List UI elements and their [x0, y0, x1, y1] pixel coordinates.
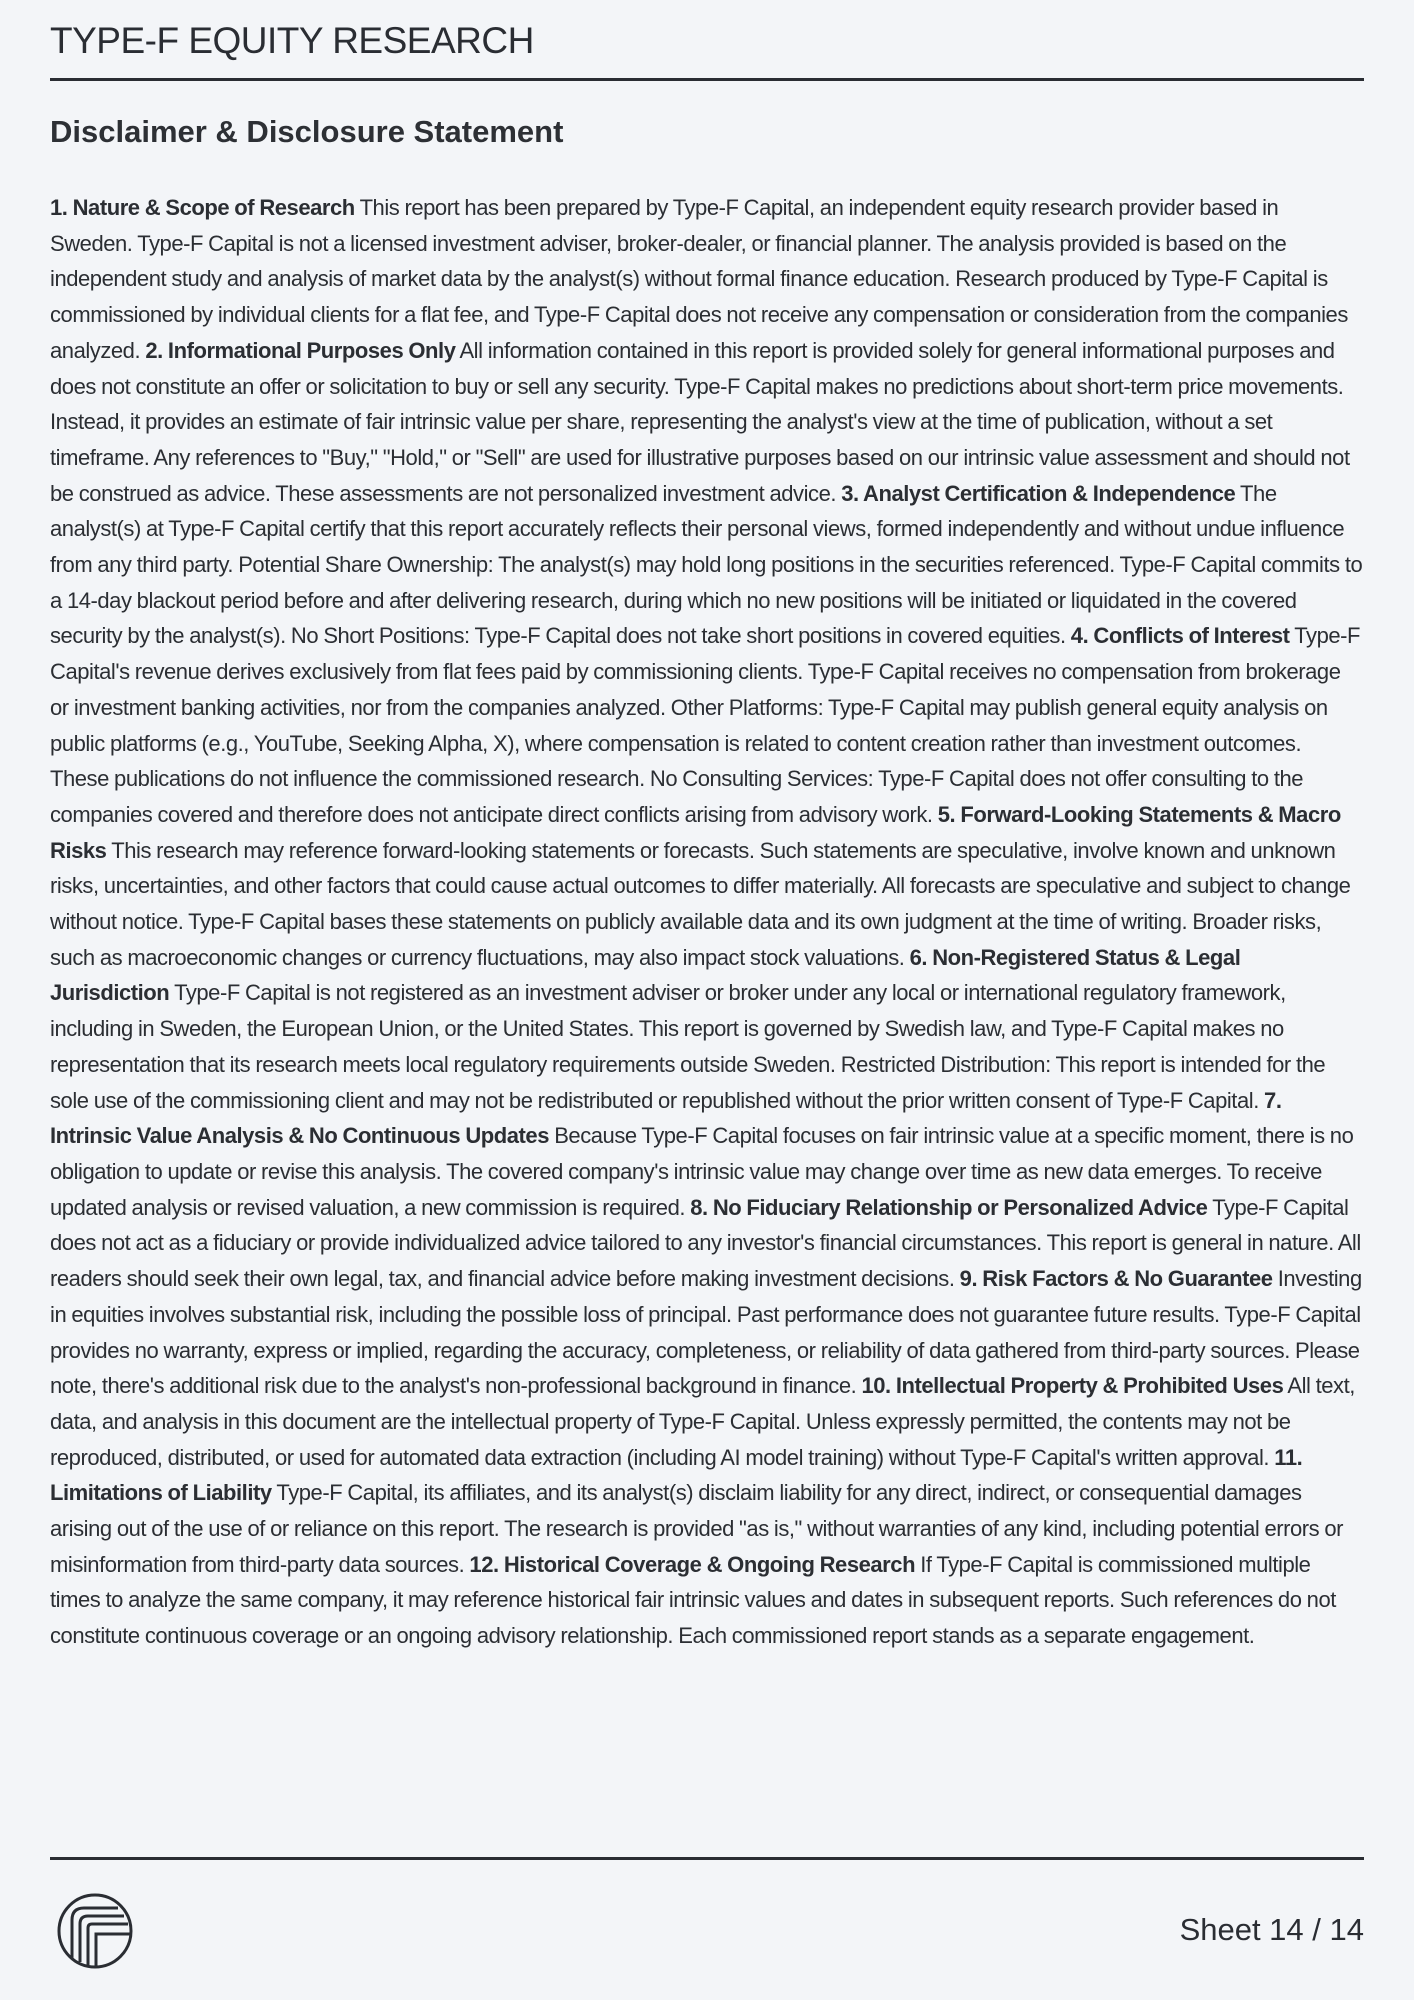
section-heading: 4. Conflicts of Interest [1070, 623, 1290, 649]
section-heading: 10. Intellectual Property & Prohibited Uses [861, 1373, 1284, 1399]
section-heading: 1. Nature & Scope of Research [50, 195, 355, 220]
section-text: The analyst(s) at Type-F Capital certify that this report accurately reflects their personal views, formed independently and without undue influence from any third party. Potential Share Ownership: The analyst(s) may hold long positions in the securities referenced. Type-F Capital commits to a 14-day blackout period before and after delivering research, during which no new positions will be initiated or liquidated in the covered security by the analyst(s). No Short Positions: Type-F Capital does not take short positions in covered equities. [50, 480, 1363, 649]
section-heading: 12. Historical Coverage & Ongoing Research [469, 1551, 916, 1577]
section-text: All information contained in this report is provided solely for general informational purposes and does not constitute an offer or solicitation to buy or sell any security. Type-F Capital makes no predictions about short-term price movements. Instead, it provides an estimate of fair intrinsic value per share, representing the analyst's view at the time of publication, without a set timeframe. Any references to "Buy," "Hold," or "Sell" are used for illustrative purposes based on our intrinsic value assessment and should not be construed as advice. These assessments are not personalized investment advice. [50, 337, 1350, 506]
section-heading: 2. Informational Purposes Only [145, 337, 456, 363]
report-header [50, 18, 1364, 64]
type-f-logo-icon [56, 1892, 134, 1970]
section-text: This research may reference forward-looking statements or forecasts. Such statements are speculative, involve known and unknown risks, uncertainties, and other factors that could cause actual outcomes to differ materially. All forecasts are speculative and subject to change without notice. Type-F Capital bases these statements on publicly available data and its own judgment at the time of writing. Broader risks, such as macroeconomic changes or currency fluctuations, may also impact stock valuations. [50, 837, 1351, 970]
section-text: All text, data, and analysis in this document are the intellectual property of Type-F Capital. Unless expressly permitted, the contents may not be reproduced, distributed, or used for automated data extraction (including AI model training) without Type-F Capital's written approval. [50, 1373, 1355, 1470]
section-heading: 5. Forward-Looking Statements & Macro Risks [50, 801, 1341, 863]
section-heading: 7. Intrinsic Value Analysis & No Continuous Updates [50, 1087, 1282, 1149]
disclaimer-body [50, 190, 1364, 1654]
section-heading: 9. Risk Factors & No Guarantee [959, 1266, 1273, 1292]
section-heading: 11. Limitations of Liability [50, 1444, 1303, 1506]
section-heading: 8. No Fiduciary Relationship or Personalized Advice [690, 1194, 1208, 1220]
section-text: If Type-F Capital is commissioned multiple times to analyze the same company, it may reference historical fair intrinsic values and dates in subsequent reports. Such references do not constitute continuous coverage or an ongoing advisory relationship. Each commissioned report stands as a separate engagement. [50, 1551, 1336, 1649]
footer-divider [50, 1857, 1364, 1860]
section-text: Type-F Capital is not registered as an investment adviser or broker under any local or international regulatory framework, including in Sweden, the European Union, or the United States. This report is governed by Swedish law, and Type-F Capital makes no representation that its research meets local regulatory requirements outside Sweden. Restricted Distribution: This report is intended for the sole use of the commissioning client and may not be redistributed or republished without the prior written consent of Type-F Capital. [50, 980, 1326, 1113]
header-title: TYPE-F EQUITY RESEARCH [50, 20, 534, 61]
sheet-number: Sheet 14 / 14 [1179, 1912, 1364, 1947]
section-heading: 3. Analyst Certification & Independence [841, 480, 1236, 506]
header-divider [50, 78, 1364, 81]
section-text: Type-F Capital's revenue derives exclusively from flat fees paid by commissioning clients. Type-F Capital receives no compensation from brokerage or investment banking activities, nor from the companies analyzed. Other Platforms: Type-F Capital may publish general equity analysis on public platforms (e.g., YouTube, Seeking Alpha, X), where compensation is related to content creation rather than investment outcomes. These publications do not influence the commissioned research. No Consulting Services: Type-F Capital does not offer consulting to the companies covered and therefore does not anticipate direct conflicts arising from advisory work. [50, 623, 1361, 827]
section-text: Type-F Capital, its affiliates, and its analyst(s) disclaim liability for any direct, indirect, or consequential damages arising out of the use of or reliance on this report. The research is provided "as is," without warranties of any kind, including potential errors or misinformation from third-party data sources. [50, 1480, 1344, 1577]
section-text: This report has been prepared by Type-F Capital, an independent equity research provider based in Sweden. Type-F Capital is not a licensed investment adviser, broker-dealer, or financial planner. The analysis provided is based on the independent study and analysis of market data by the analyst(s) without formal finance education. Research produced by Type-F Capital is commissioned by individual clients for a flat fee, and Type-F Capital does not receive any compensation or consideration from the companies analyzed. [50, 195, 1348, 363]
section-heading: 6. Non-Registered Status & Legal Jurisdiction [50, 944, 1241, 1006]
section-text: Investing in equities involves substantial risk, including the possible loss of principal. Past performance does not guarantee future results. Type-F Capital provides no warranty, express or implied, regarding the accuracy, completeness, or reliability of data gathered from third-party sources. Please note, there's additional risk due to the analyst's non-professional background in finance. [50, 1266, 1362, 1399]
page-title: Disclaimer & Disclosure Statement [50, 114, 564, 149]
section-text: Because Type-F Capital focuses on fair intrinsic value at a specific moment, there is no obligation to update or revise this analysis. The covered company's intrinsic value may change over time as new data emerges. To receive updated analysis or revised valuation, a new commission is required. [50, 1123, 1354, 1220]
section-text: Type-F Capital does not act as a fiduciary or provide individualized advice tailored to any investor's financial circumstances. This report is general in nature. All readers should seek their own legal, tax, and financial advice before making investment decisions. [50, 1194, 1361, 1292]
